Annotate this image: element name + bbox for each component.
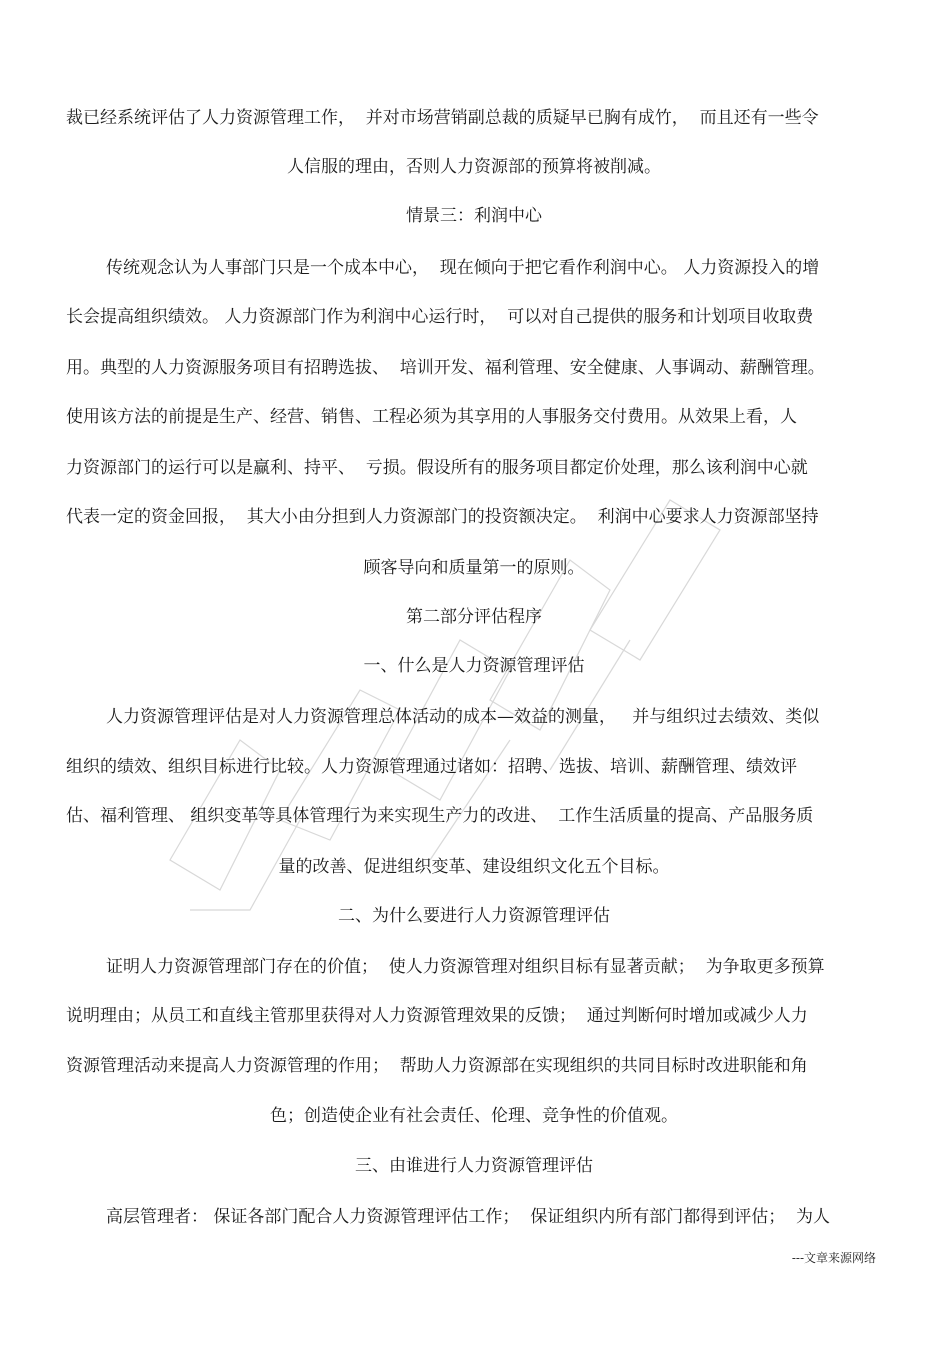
text-line-13: 人力资源管理评估是对人力资源管理总体活动的成本—效益的测量， 并与组织过去绩效、类似: [106, 707, 820, 727]
text-line-10: 顾客导向和质量第一的原则。: [363, 558, 585, 578]
section-heading-what: 一、什么是人力资源管理评估: [363, 656, 585, 676]
section-heading-scenario-3: 情景三：利润中心: [406, 206, 542, 226]
text-line-15: 估、福利管理、 组织变革等具体管理行为来实现生产力的改进、 工作生活质量的提高、产品服务质: [66, 806, 814, 826]
section-heading-who: 三、由谁进行人力资源管理评估: [355, 1156, 593, 1176]
text-line-9: 代表一定的资金回报， 其大小由分担到人力资源部门的投资额决定。 利润中心要求人力资源部坚持: [66, 507, 819, 527]
text-line-7: 使用该方法的前提是生产、经营、销售、工程必须为其享用的人事服务交付费用。从效果上看，人: [66, 407, 797, 427]
text-line-6: 用。典型的人力资源服务项目有招聘选拔、 培训开发、福利管理、安全健康、人事调动、薪酬管理。: [66, 358, 825, 378]
text-line-23: 高层管理者： 保证各部门配合人力资源管理评估工作； 保证组织内所有部门都得到评估； 为人: [106, 1207, 831, 1227]
section-heading-part-2: 第二部分评估程序: [406, 607, 542, 627]
text-line-18: 证明人力资源管理部门存在的价值； 使人力资源管理对组织目标有显著贡献； 为争取更多预算: [106, 957, 825, 977]
text-line-16: 量的改善、促进组织变革、建设组织文化五个目标。: [278, 857, 670, 877]
text-line-21: 色；创造使企业有社会责任、伦理、竞争性的价值观。: [270, 1106, 678, 1126]
source-footer: ---文章来源网络: [791, 1251, 876, 1265]
section-heading-why: 二、为什么要进行人力资源管理评估: [338, 906, 610, 926]
text-line-8: 力资源部门的运行可以是赢利、持平、 亏损。假设所有的服务项目都定价处理，那么该利润中心就: [66, 458, 808, 478]
text-line-14: 组织的绩效、组织目标进行比较。人力资源管理通过诸如：招聘、选拔、培训、薪酬管理、绩效评: [66, 757, 797, 777]
text-line-4: 传统观念认为人事部门只是一个成本中心， 现在倾向于把它看作利润中心。 人力资源投入的增: [106, 258, 820, 278]
text-line-5: 长会提高组织绩效。 人力资源部门作为利润中心运行时， 可以对自己提供的服务和计划项目收取费: [66, 307, 814, 327]
text-line-2: 人信服的理由，否则人力资源部的预算将被削减。: [287, 157, 661, 177]
text-line-1: 裁已经系统评估了人力资源管理工作， 并对市场营销副总裁的质疑早已胸有成竹， 而且还有一些令: [66, 108, 819, 128]
text-line-20: 资源管理活动来提高人力资源管理的作用； 帮助人力资源部在实现组织的共同目标时改进职能和角: [66, 1056, 808, 1076]
text-line-19: 说明理由；从员工和直线主管那里获得对人力资源管理效果的反馈； 通过判断何时增加或减少人力: [66, 1006, 808, 1026]
